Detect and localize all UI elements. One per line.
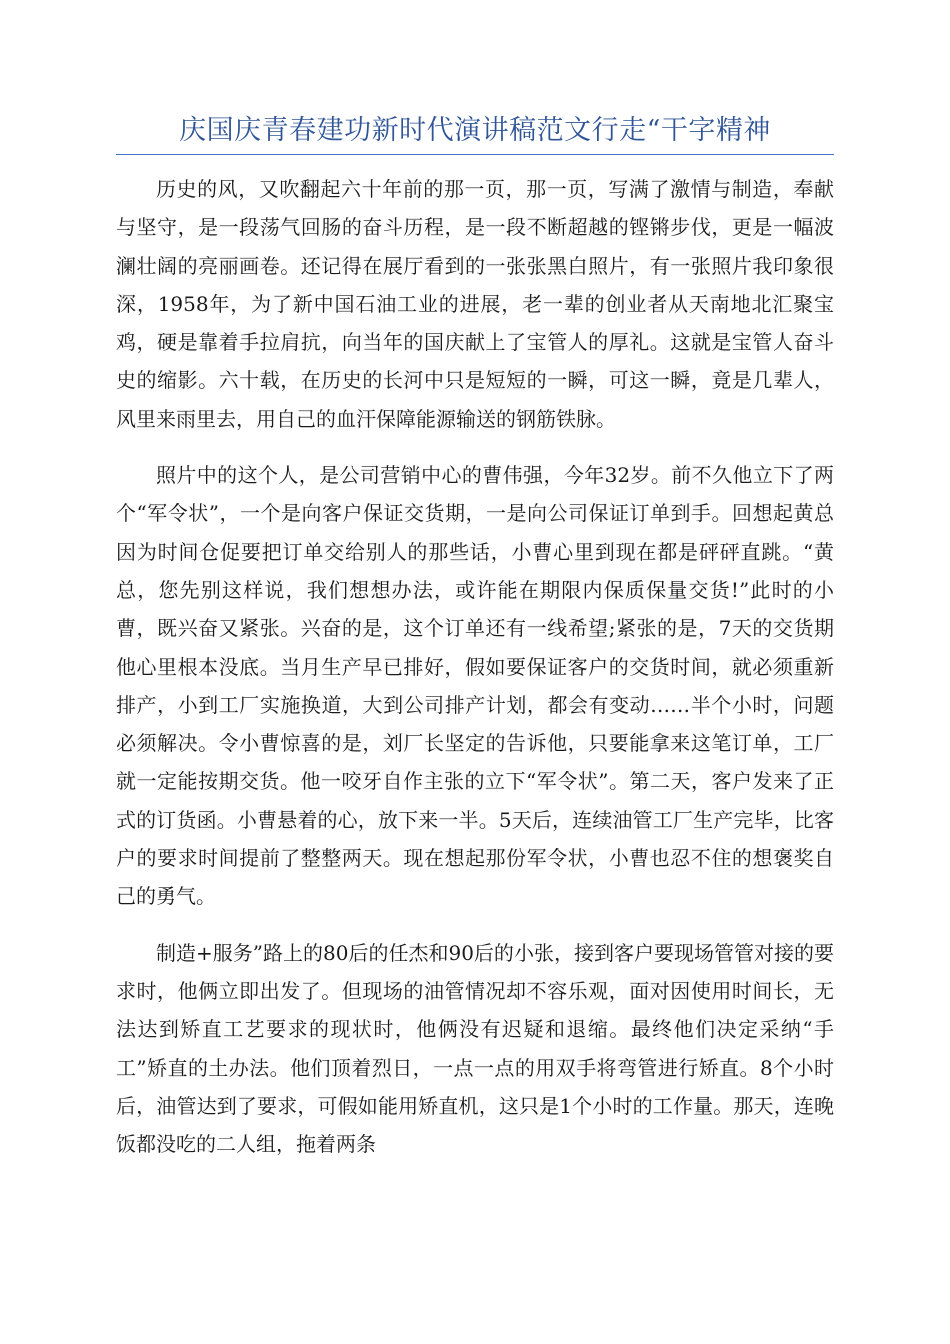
paragraph-service-team: 制造+服务”路上的80后的任杰和90后的小张，接到客户要现场管管对接的要求时，他俩立即出发了。但现场的油管情况却不容乐观，面对因使用时间长，无法达到矫直工艺要求的现状时，他俩没有迟疑和退缩。最终他们决定采纳“手工”矫直的土办法。他们顶着烈日，一点一点的用双手将弯管进行矫直。8个小时后，油管达到了要求，可假如能用矫直机，这只是1个小时的工作量。那天，连晚饭都没吃的二人组，拖着两条 bbox=[116, 940, 834, 1157]
paragraph-cao-weiqiang: 照片中的这个人，是公司营销中心的曹伟强，今年32岁。前不久他立下了两个“军令状”，一个是向客户保证交货期，一是向公司保证订单到手。回想起黄总因为时间仓促要把订单交给别人的那些话，小曹心里到现在都是砰砰直跳。“黄总，您先别这样说，我们想想办法，或许能在期限内保质保量交货!”此时的小曹，既兴奋又紧张。兴奋的是，这个订单还有一线希望;紧张的是，7天的交货期他心里根本没底。当月生产早已排好，假如要保证客户的交货时间，就必须重新排产，小到工厂实施换道，大到公司排产计划，都会有变动……半个小时，问题必须解决。令小曹惊喜的是，刘厂长坚定的告诉他，只要能拿来这笔订单，工厂就一定能按期交货。他一咬牙自作主张的立下“军令状”。第二天，客户发来了正式的订货函。小曹悬着的心，放下来一半。5天后，连续油管工厂生产完毕，比客户的要求时间提前了整整两天。现在想起那份军令状，小曹也忍不住的想褒奖自己的勇气。 bbox=[116, 463, 834, 909]
document-body bbox=[116, 170, 834, 1181]
document-title: 庆国庆青春建功新时代演讲稿范文行走“干字精神 bbox=[179, 115, 771, 146]
paragraph-history: 历史的风，又吹翻起六十年前的那一页，那一页，写满了激情与制造，奉献与坚守，是一段荡气回肠的奋斗历程，是一段不断超越的铿锵步伐，更是一幅波澜壮阔的亮丽画卷。还记得在展厅看到的一张张黑白照片，有一张照片我印象很深，1958年，为了新中国石油工业的进展，老一辈的创业者从天南地北汇聚宝鸡，硬是靠着手拉肩抗，向当年的国庆献上了宝管人的厚礼。这就是宝管人奋斗史的缩影。六十载，在历史的长河中只是短短的一瞬，可这一瞬，竟是几辈人，风里来雨里去，用自己的血汗保障能源输送的钢筋铁脉。 bbox=[116, 177, 834, 431]
title-underline bbox=[116, 154, 834, 155]
